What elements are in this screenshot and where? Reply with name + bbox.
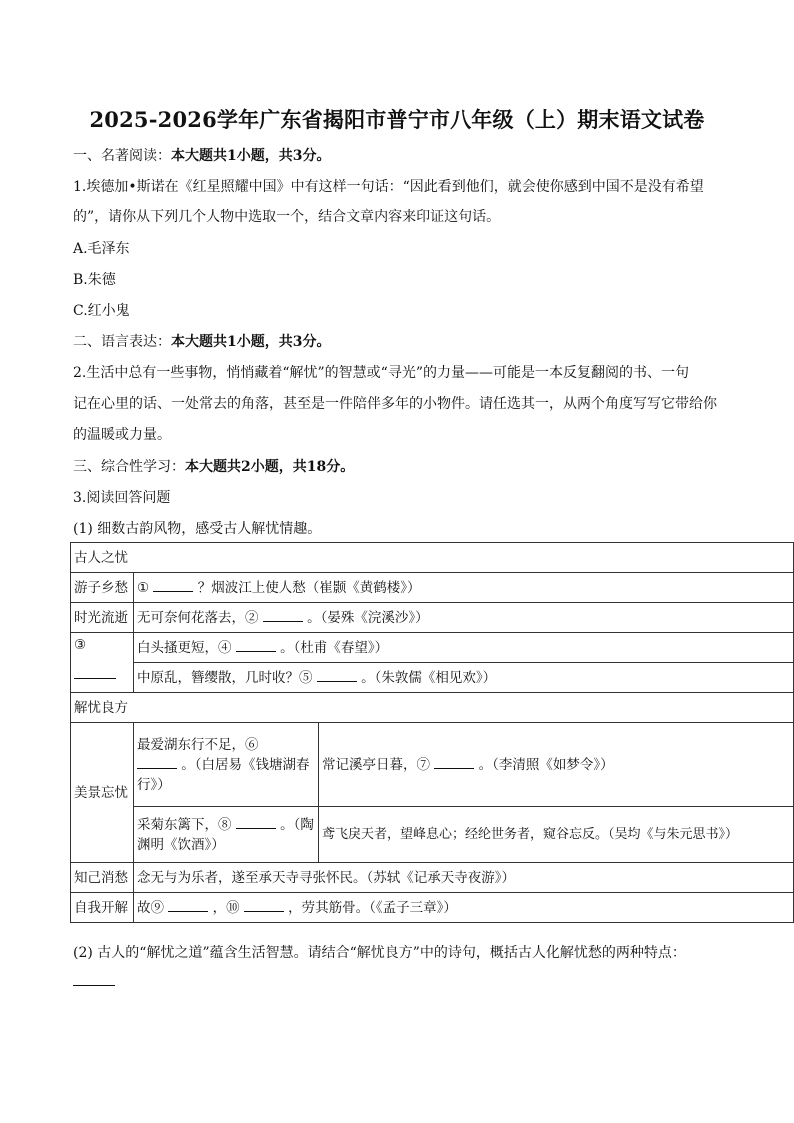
q1-option-b: B.朱德 [73, 272, 116, 288]
answer-blank[interactable] [236, 638, 276, 652]
table-row [71, 543, 794, 573]
q1-text-line1: 1.埃德加•斯诺在《红星照耀中国》中有这样一句话：“因此看到他们，就会使你感到中国不是没有希望 [73, 179, 704, 195]
section-3-heading: 三、综合性学习：本大题共2小题，共18分。 [73, 459, 355, 475]
answer-blank[interactable] [153, 578, 193, 592]
table-header-worries: 古人之忧 [71, 543, 794, 573]
q1-option-a: A.毛泽东 [73, 241, 130, 257]
table-row [71, 573, 794, 603]
table-row [71, 663, 794, 693]
table-header-remedies: 解忧良方 [71, 693, 794, 723]
q3-title: 3.阅读回答问题 [73, 490, 171, 506]
category-cell: 时光流逝 [71, 603, 134, 633]
table-row [71, 807, 794, 863]
poem-cell: 最爱湖东行不足，⑥ 。（白居易《钱塘湖春行》） [134, 723, 319, 807]
answer-blank[interactable] [244, 898, 284, 912]
q3-sub1: (1) 细数古韵风物，感受古人解忧情趣。 [73, 521, 322, 537]
category-cell: 知己消愁 [71, 863, 134, 893]
answer-blank[interactable] [263, 608, 303, 622]
category-cell: 游子乡愁 [71, 573, 134, 603]
answer-blank[interactable] [317, 668, 357, 682]
answer-blank[interactable] [168, 898, 208, 912]
poem-cell: ① ？烟波江上使人愁（崔颢《黄鹤楼》） [134, 573, 794, 603]
q2-text-line2: 记在心里的话、一处常去的角落，甚至是一件陪伴多年的小物件。请任选其一，从两个角度写写它带给你 [73, 396, 717, 412]
q3-sub2: (2) 古人的“解忧之道”蕴含生活智慧。请结合“解忧良方”中的诗句，概括古人化解忧愁的两种特点： [73, 945, 686, 961]
category-cell: 自我开解 [71, 893, 134, 923]
table-row [71, 693, 794, 723]
table-row [71, 863, 794, 893]
q1-option-c: C.红小鬼 [73, 303, 130, 319]
poem-cell: 念无与为乐者，遂至承天寺寻张怀民。（苏轼《记承天寺夜游》） [134, 863, 794, 893]
poem-table [70, 542, 794, 923]
category-cell: 美景忘忧 [71, 723, 134, 863]
poem-cell: 故⑨ ，⑩ ，劳其筋骨。（《孟子三章》） [134, 893, 794, 923]
poem-cell: 采菊东篱下，⑧ 。（陶渊明《饮酒》） [134, 807, 319, 863]
page-title: 2025-2026学年广东省揭阳市普宁市八年级（上）期末语文试卷 [89, 107, 705, 132]
answer-blank[interactable] [137, 755, 177, 769]
poem-cell: 鸢飞戾天者，望峰息心；经纶世务者，窥谷忘反。（吴均《与朱元思书》） [319, 807, 794, 863]
table-row [71, 723, 794, 807]
q2-text-line1: 2.生活中总有一些事物，悄悄藏着“解忧”的智慧或“寻光”的力量——可能是一本反复翻阅的书、一句 [73, 365, 689, 381]
answer-blank[interactable] [74, 665, 116, 679]
table-row [71, 893, 794, 923]
poem-cell: 无可奈何花落去，② 。（晏殊《浣溪沙》） [134, 603, 794, 633]
section-2-heading: 二、语言表达：本大题共1小题，共3分。 [73, 334, 331, 350]
poem-cell: 中原乱，簪缨散，几时收？⑤ 。（朱敦儒《相见欢》） [134, 663, 794, 693]
category-number: ③ [74, 637, 87, 653]
category-cell-blank [71, 633, 134, 693]
q1-text-line2: 的”，请你从下列几个人物中选取一个，结合文章内容来印证这句话。 [73, 209, 501, 225]
table-row [71, 633, 794, 663]
answer-blank[interactable] [236, 815, 276, 829]
poem-cell: 常记溪亭日暮，⑦ 。（李清照《如梦令》） [319, 723, 794, 807]
q2-text-line3: 的温暖或力量。 [73, 427, 171, 443]
answer-line[interactable] [73, 985, 115, 986]
section-1-heading: 一、名著阅读：本大题共1小题，共3分。 [73, 148, 331, 164]
table-row [71, 603, 794, 633]
answer-blank[interactable] [434, 755, 474, 769]
poem-cell: 白头搔更短，④ 。（杜甫《春望》） [134, 633, 794, 663]
